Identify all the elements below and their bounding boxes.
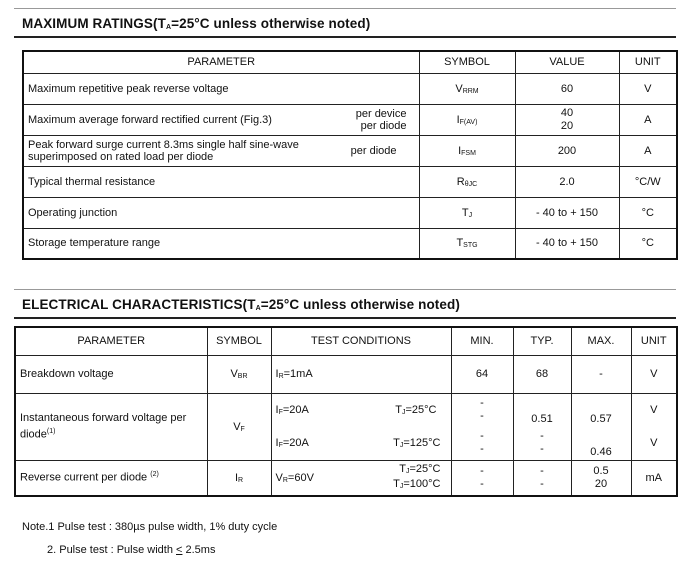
table-header-row — [23, 51, 677, 73]
max-cell: 0.57 0.46 — [571, 393, 631, 460]
header-conditions: TEST CONDITIONS — [271, 327, 451, 355]
conditions-cell: $V_R=60V$ $T_J=25^\circ C$ $T_J=100^\circ C$ — [271, 460, 451, 496]
section-rule — [14, 289, 676, 290]
parameter-cell: Typical thermal resistance — [23, 166, 419, 197]
typ-cell: 68 — [513, 355, 571, 393]
table-row — [23, 73, 677, 104]
value-cell: 40 20 — [515, 104, 619, 135]
table-row — [23, 104, 677, 135]
max-cell: 0.5 20 — [571, 460, 631, 496]
min-cell: - - — [451, 460, 513, 496]
unit-cell: V — [631, 355, 677, 393]
parameter-cell: Maximum repetitive peak reverse voltage — [23, 73, 419, 104]
max-cell: - — [571, 355, 631, 393]
header-parameter: PARAMETER — [23, 51, 419, 73]
note-2: 2. Pulse test : Pulse width < 2.5ms — [47, 544, 216, 556]
unit-cell: V — [619, 73, 677, 104]
parameter-cell: Instantaneous forward voltage per diode$^{(1)}$ — [15, 393, 207, 460]
electrical-title: ELECTRICAL $CHARACTERISTICS(T_A=25^\circ C$ unless otherwise noted) — [22, 297, 460, 312]
conditions-cell: $I_F=20A$ $T_J=25^\circ C$ $I_F=20A$ $T_J=125^\circ C$ — [271, 393, 451, 460]
electrical-underline — [14, 317, 676, 319]
min-cell: - - - - — [451, 393, 513, 460]
parameter-cell: Operating junction — [23, 197, 419, 228]
value-cell: - 40 to + 150 — [515, 228, 619, 259]
symbol-cell: $R_{\theta JC}$ — [419, 166, 515, 197]
table-row — [15, 460, 677, 496]
header-symbol: SYMBOL — [419, 51, 515, 73]
header-unit: UNIT — [619, 51, 677, 73]
max-ratings-title: MAXIMUM $RATINGS(T_A=25^\circ C$ unless otherwise noted) — [22, 16, 371, 31]
symbol-cell: $T_J$ — [419, 197, 515, 228]
symbol-cell: $V_{BR}$ — [207, 355, 271, 393]
max-ratings-table — [22, 50, 678, 260]
symbol-cell: $I_{F(AV)}$ — [419, 104, 515, 135]
symbol-cell: $I_{FSM}$ — [419, 135, 515, 166]
header-value: VALUE — [515, 51, 619, 73]
value-cell: 60 — [515, 73, 619, 104]
unit-cell: A — [619, 104, 677, 135]
value-cell: 2.0 — [515, 166, 619, 197]
unit-cell: A — [619, 135, 677, 166]
table-row — [15, 355, 677, 393]
parameter-cell: Breakdown voltage — [15, 355, 207, 393]
unit-cell: mA — [631, 460, 677, 496]
header-unit: UNIT — [631, 327, 677, 355]
typ-cell: - - — [513, 460, 571, 496]
parameter-cell: Reverse current per diode $^{(2)}$ — [15, 460, 207, 496]
min-cell: 64 — [451, 355, 513, 393]
header-parameter: PARAMETER — [15, 327, 207, 355]
table-row — [15, 393, 677, 460]
conditions-cell: $I_R=1mA$ — [271, 355, 451, 393]
parameter-cell: Storage temperature range — [23, 228, 419, 259]
table-header-row — [15, 327, 677, 355]
typ-cell: 0.51 - - — [513, 393, 571, 460]
unit-cell: °C — [619, 228, 677, 259]
unit-cell: V V — [631, 393, 677, 460]
electrical-table — [14, 326, 678, 497]
unit-cell: °C — [619, 197, 677, 228]
unit-cell: °C/W — [619, 166, 677, 197]
header-min: MIN. — [451, 327, 513, 355]
symbol-cell: $V_F$ — [207, 393, 271, 460]
parameter-cell: Maximum average forward rectified current (Fig.3) per device per diode — [23, 104, 419, 135]
value-cell: - 40 to + 150 — [515, 197, 619, 228]
header-typ: TYP. — [513, 327, 571, 355]
note-1: Note.1 Pulse test : 380µs pulse width, 1% duty cycle — [22, 521, 278, 533]
symbol-cell: $I_R$ — [207, 460, 271, 496]
header-max: MAX. — [571, 327, 631, 355]
table-row — [23, 166, 677, 197]
symbol-cell: $V_{RRM}$ — [419, 73, 515, 104]
table-row — [23, 197, 677, 228]
symbol-cell: $T_{STG}$ — [419, 228, 515, 259]
max-ratings-underline — [14, 36, 676, 38]
top-rule — [14, 8, 676, 9]
value-cell: 200 — [515, 135, 619, 166]
table-row — [23, 228, 677, 259]
header-symbol: SYMBOL — [207, 327, 271, 355]
parameter-cell: Peak forward surge current 8.3ms single half sine-wave superimposed on rated load per diode per diode — [23, 135, 419, 166]
table-row — [23, 135, 677, 166]
